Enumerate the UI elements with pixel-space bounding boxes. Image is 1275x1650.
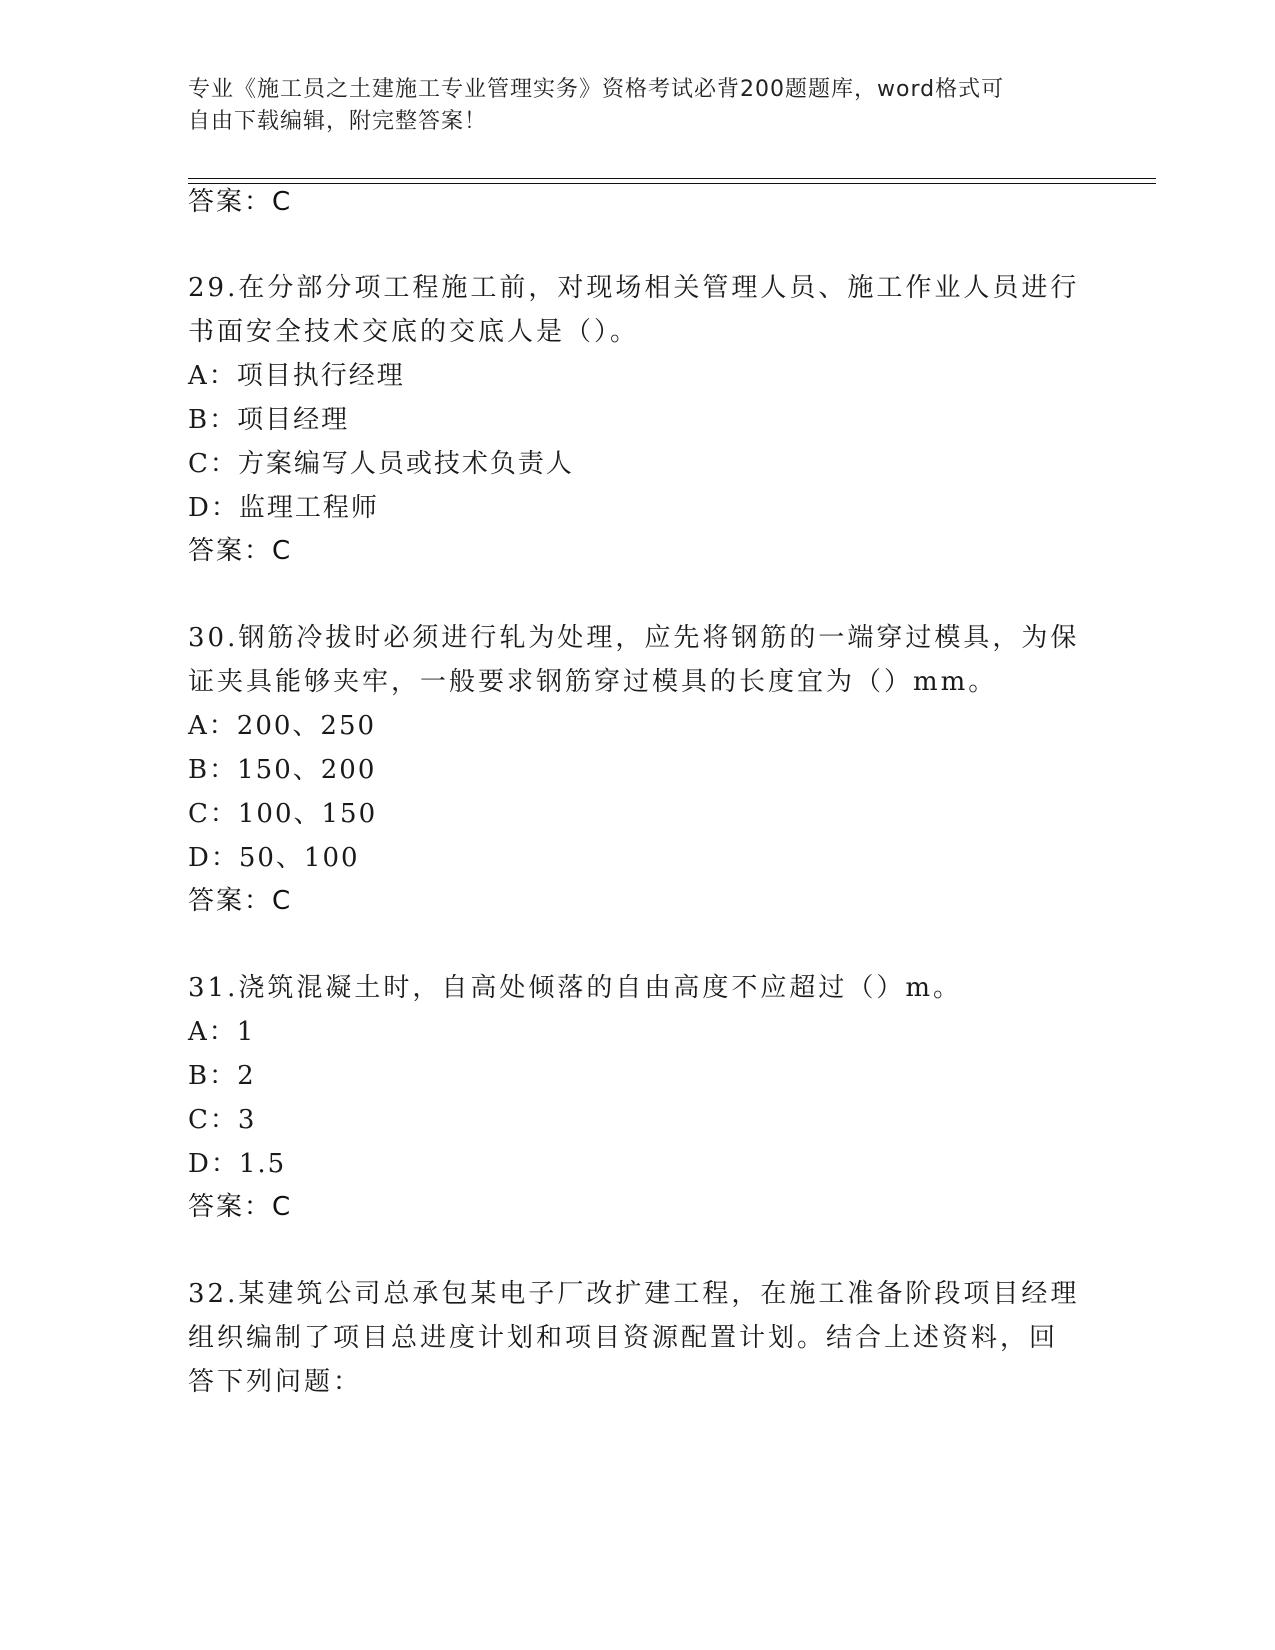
header-rule-bottom <box>188 183 1156 184</box>
question-29-line-2: 书面安全技术交底的交底人是（）。 <box>188 317 640 347</box>
question-29-option-d: D：监理工程师 <box>188 493 379 523</box>
question-30-option-d: D：50、100 <box>188 843 360 873</box>
question-31-answer: 答案：C <box>188 1192 293 1222</box>
question-32-line-1: 32.某建筑公司总承包某电子厂改扩建工程，在施工准备阶段项目经理 <box>188 1279 1080 1309</box>
header-line-1: 专业《施工员之土建施工专业管理实务》资格考试必背200题题库，word格式可 <box>188 77 1005 102</box>
question-30-option-b: B：150、200 <box>188 755 377 785</box>
question-31-option-c: C：3 <box>188 1105 257 1135</box>
question-29-option-a: A：项目执行经理 <box>188 361 405 391</box>
header-rule-top <box>188 178 1156 179</box>
question-31-line-1: 31.浇筑混凝土时，自高处倾落的自由高度不应超过（）m。 <box>188 973 963 1003</box>
question-29-option-b: B：项目经理 <box>188 405 350 435</box>
question-32-line-3: 答下列问题： <box>188 1367 363 1397</box>
question-32-line-2: 组织编制了项目总进度计划和项目资源配置计划。结合上述资料，回 <box>188 1323 1059 1353</box>
question-30-line-1: 30.钢筋冷拔时必须进行轧为处理，应先将钢筋的一端穿过模具，为保 <box>188 623 1080 653</box>
page-header <box>188 74 1068 138</box>
answer-prev: 答案：C <box>188 187 293 217</box>
question-29-option-c: C：方案编写人员或技术负责人 <box>188 449 574 479</box>
question-31-option-a: A：1 <box>188 1017 256 1047</box>
question-30-line-2: 证夹具能够夹牢，一般要求钢筋穿过模具的长度宜为（）mm。 <box>188 667 998 697</box>
question-30-answer: 答案：C <box>188 886 293 916</box>
question-31-option-d: D：1.5 <box>188 1149 287 1179</box>
question-31-option-b: B：2 <box>188 1061 256 1091</box>
header-line-2: 自由下载编辑，附完整答案！ <box>188 109 488 134</box>
question-30-option-a: A：200、250 <box>188 711 377 741</box>
question-29-answer: 答案：C <box>188 536 293 566</box>
question-29-line-1: 29.在分部分项工程施工前，对现场相关管理人员、施工作业人员进行 <box>188 273 1080 303</box>
question-30-option-c: C：100、150 <box>188 799 378 829</box>
